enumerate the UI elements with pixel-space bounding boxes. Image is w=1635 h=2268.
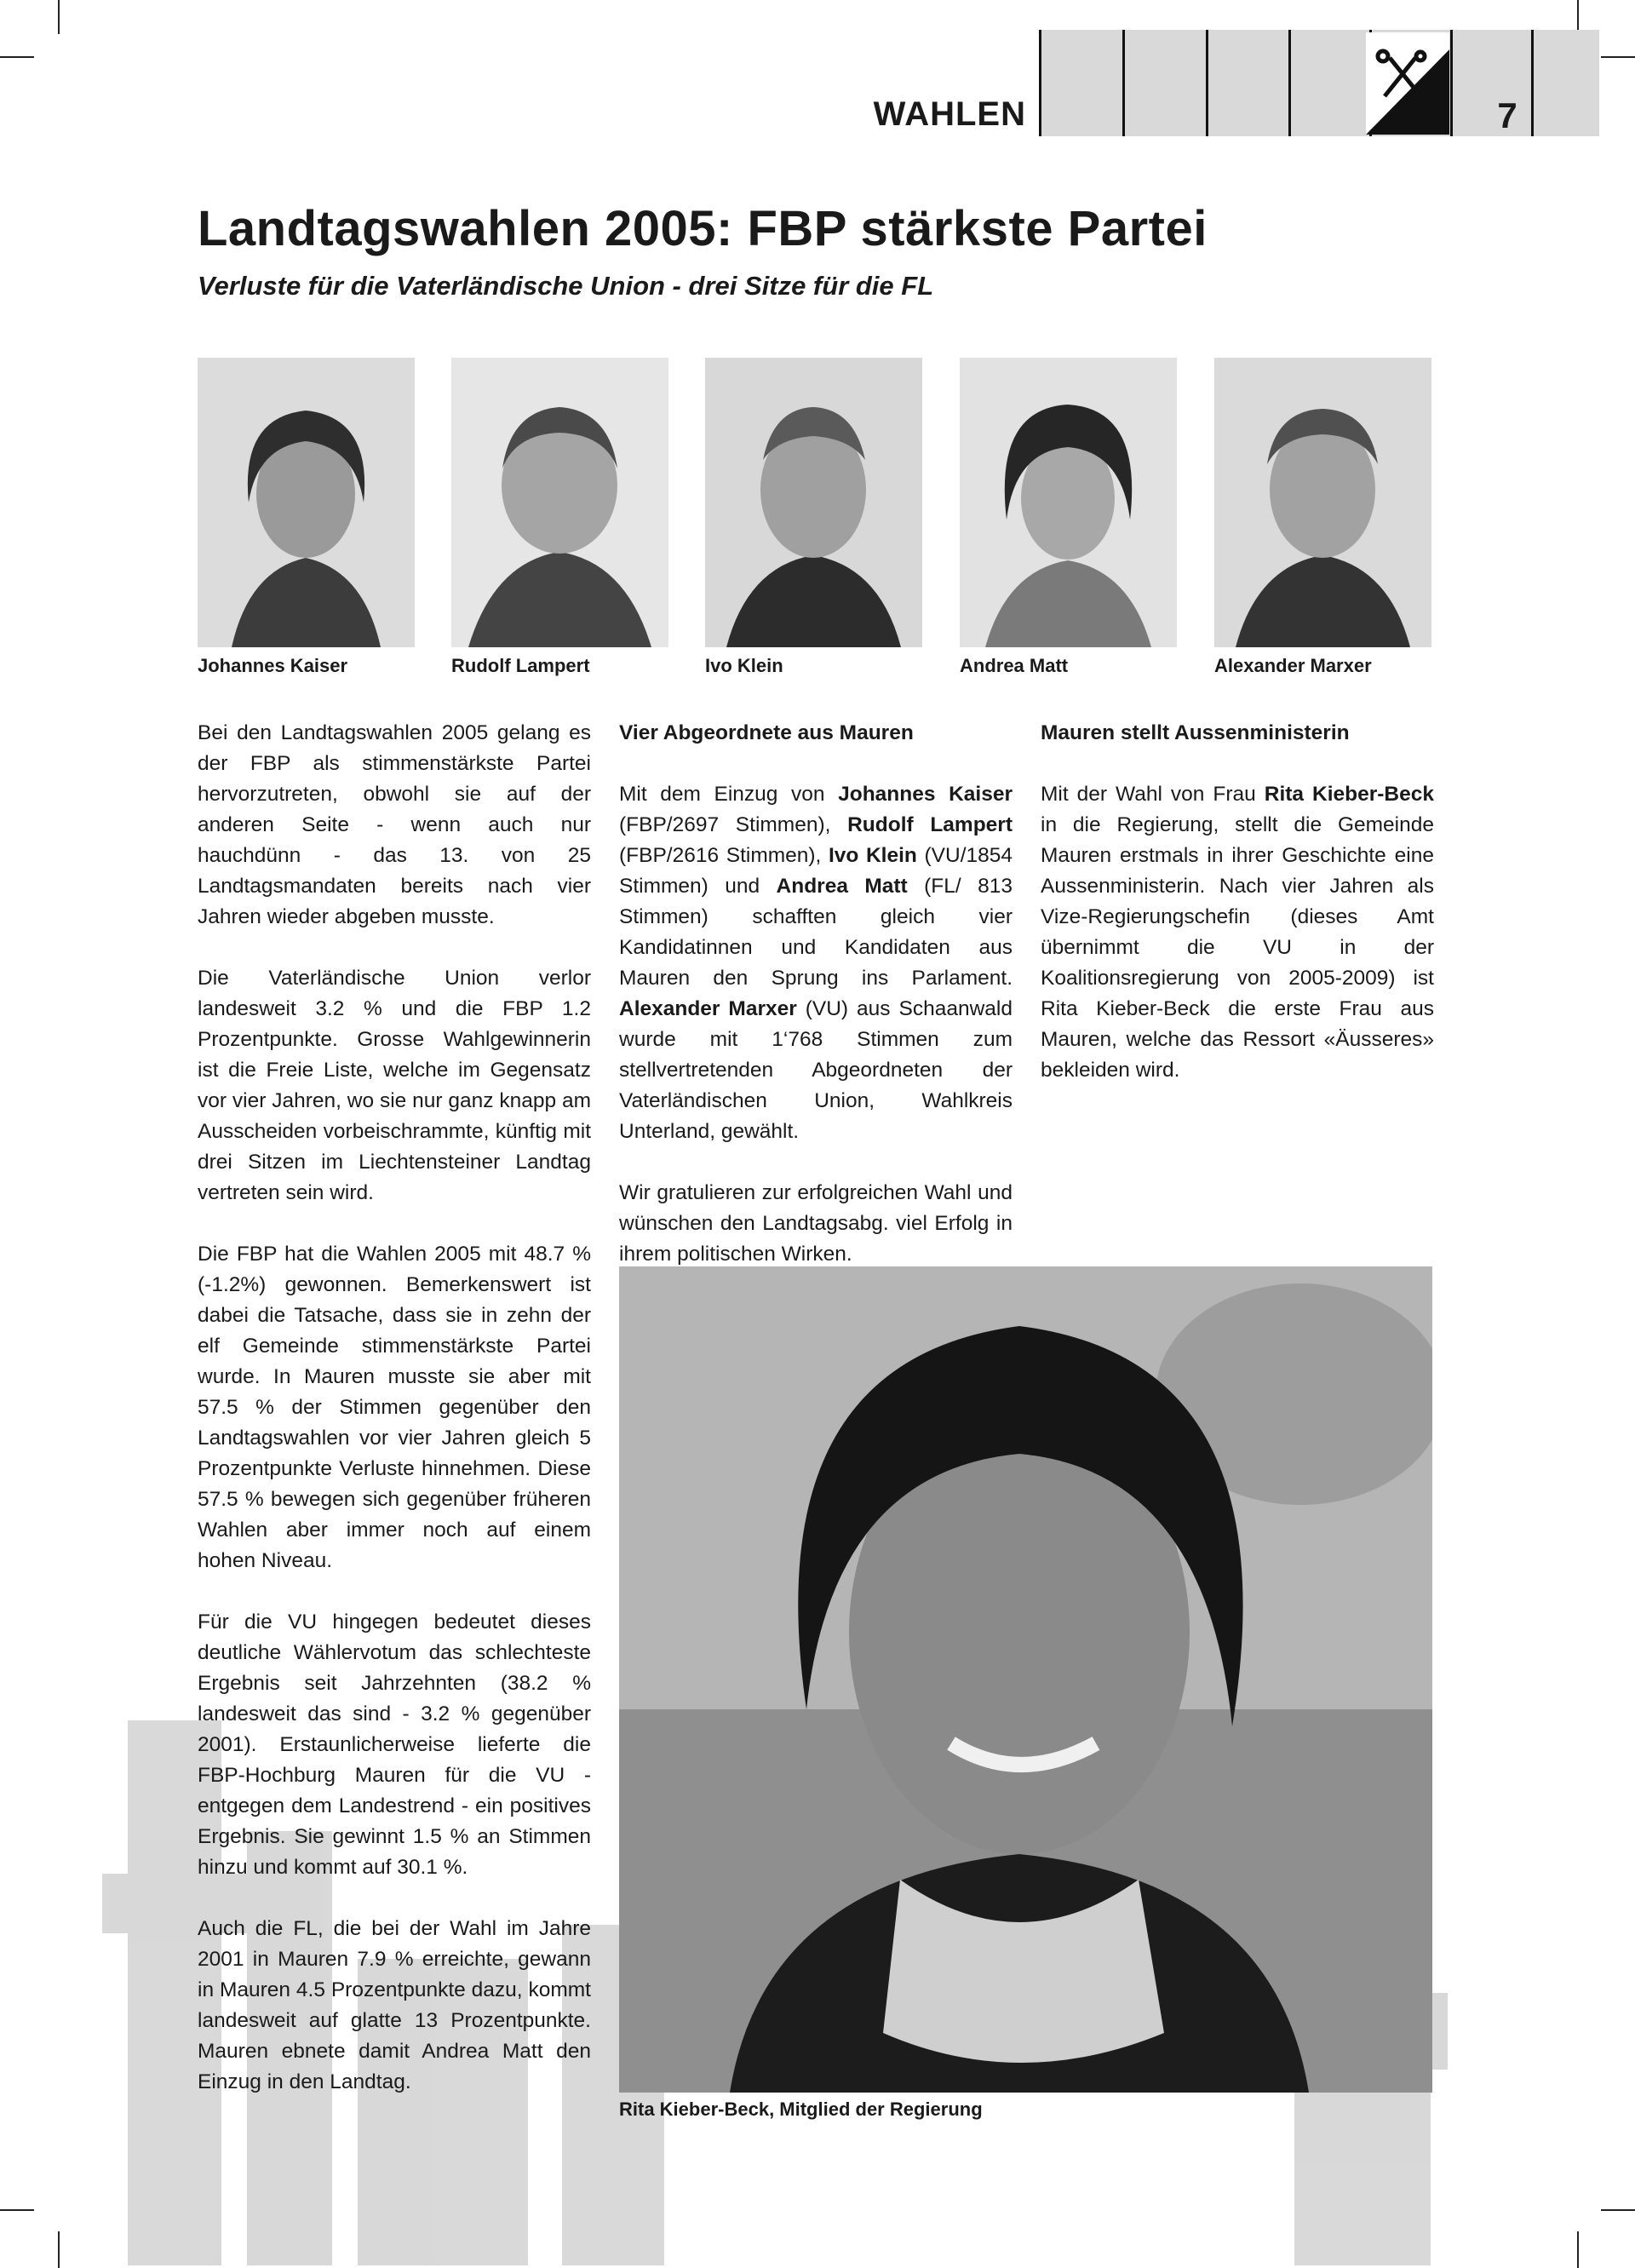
municipal-coat-of-arms-icon	[1366, 32, 1449, 135]
crop-mark	[0, 2209, 34, 2211]
portrait-photo	[1214, 358, 1431, 647]
portrait-photo	[451, 358, 668, 647]
article-title: Landtagswahlen 2005: FBP stärkste Partei	[198, 201, 1208, 256]
main-photo	[619, 1266, 1432, 2093]
article-subtitle: Verluste für die Vaterländische Union - drei Sitze für die FL	[198, 271, 934, 301]
photo-caption: Rita Kieber-Beck, Mitglied der Regierung	[619, 2099, 983, 2120]
crop-mark	[1601, 56, 1635, 58]
page-number: 7	[1497, 95, 1517, 135]
text-column-3	[1041, 718, 1434, 1086]
column-heading: Mauren stellt Aussenministerin	[1041, 721, 1350, 744]
crop-mark	[1601, 2209, 1635, 2211]
column-heading: Vier Abgeordnete aus Mauren	[619, 721, 914, 744]
crop-mark	[1577, 2231, 1579, 2268]
name-highlight: Ivo Klein	[828, 844, 917, 867]
crop-mark	[1577, 0, 1579, 34]
paragraph: Mit dem Einzug von Johannes Kaiser (FBP/2697 Stimmen), Rudolf Lampert (FBP/2616 Stimmen), Ivo Klein (VU/1854 Stimmen) und Andrea Matt (FL/ 813 Stimmen) schafften gleich vier Kandidatinnen und Kandidaten aus Mauren den Sprung ins Parlament. Alexander Marxer (VU) aus Schaanwald wurde mit 1‘768 Stimmen zum stellvertretenden Abgeordneten der Vaterländischen Union, Wahlkreis Unterland, gewählt.	[619, 783, 1013, 1143]
name-highlight: Andrea Matt	[776, 875, 908, 898]
portrait-photo	[705, 358, 922, 647]
crop-mark	[58, 0, 60, 34]
name-highlight: Rita Kieber-Beck	[1264, 783, 1434, 806]
portrait-name: Johannes Kaiser	[198, 655, 348, 676]
portrait-name: Andrea Matt	[960, 655, 1069, 676]
portrait-name: Rudolf Lampert	[451, 655, 590, 676]
section-label: WAHLEN	[873, 95, 1026, 133]
paragraph: Wir gratulieren zur erfolgreichen Wahl und wünschen den Landtagsabg. viel Erfolg in ihrem politischen Wirken.	[619, 1181, 1013, 1266]
paragraph: Die FBP hat die Wahlen 2005 mit 48.7 % (-1.2%) gewonnen. Bemerkenswert ist dabei die Tatsache, dass sie in zehn der elf Gemeinde stimmenstärkste Partei wurde. In Mauren musste sie aber mit 57.5 % der Stimmen gegenüber den Landtagswahlen vor vier Jahren gleich 5 Prozentpunkte Verluste hinnehmen. Diese 57.5 % bewegen sich gegenüber früheren Wahlen aber immer noch auf einem hohen Niveau.	[198, 1243, 591, 1572]
portrait-photo	[198, 358, 415, 647]
name-highlight: Johannes Kaiser	[838, 783, 1013, 806]
crop-mark	[0, 56, 34, 58]
name-highlight: Alexander Marxer	[619, 997, 797, 1020]
portrait-name: Ivo Klein	[705, 655, 783, 676]
portrait-name: Alexander Marxer	[1214, 655, 1372, 676]
crop-mark	[58, 2231, 60, 2268]
portrait-photo	[960, 358, 1177, 647]
name-highlight: Rudolf Lampert	[847, 813, 1013, 836]
text-column-1	[198, 718, 591, 2098]
paragraph: Für die VU hingegen bedeutet dieses deutliche Wählervotum das schlechteste Ergebnis seit Jahrzehnten (38.2 % landesweit das sind - 3.2 % gegenüber 2001). Erstaunlicherweise lieferte die FBP-Hochburg Mauren für die VU - entgegen dem Landestrend - ein positives Ergebnis. Sie gewinnt 1.5 % an Stimmen hinzu und kommt auf 30.1 %.	[198, 1611, 591, 1879]
paragraph: Bei den Landtagswahlen 2005 gelang es der FBP als stimmenstärkste Partei hervorzutreten, obwohl sie auf der anderen Seite - wenn auch nur hauchdünn - das 13. von 25 Landtagsmandaten bereits nach vier Jahren wieder abgeben musste.	[198, 721, 591, 928]
paragraph: Auch die FL, die bei der Wahl im Jahre 2001 in Mauren 7.9 % erreichte, gewann in Mauren 4.5 Prozentpunkte dazu, kommt landesweit auf glatte 13 Prozentpunkte. Mauren ebnete damit Andrea Matt den Einzug in den Landtag.	[198, 1917, 591, 2093]
paragraph: Die Vaterländische Union verlor landesweit 3.2 % und die FBP 1.2 Prozentpunkte. Grosse Wahlgewinnerin ist die Freie Liste, welche im Gegensatz vor vier Jahren, wo sie nur ganz knapp am Ausscheiden vorbeischrammte, künftig mit drei Sitzen im Liechtensteiner Landtag vertreten sein wird.	[198, 967, 591, 1204]
text-column-2	[619, 718, 1013, 1270]
paragraph: Mit der Wahl von Frau Rita Kieber-Beck in die Regierung, stellt die Gemeinde Mauren erstmals in ihrer Geschichte eine Aussenministerin. Nach vier Jahren als Vize-Regierungschefin (dieses Amt übernimmt die VU in der Koalitionsregierung von 2005-2009) ist Rita Kieber-Beck die erste Frau aus Mauren, welche das Ressort «Äusseres» bekleiden wird.	[1041, 783, 1434, 1082]
